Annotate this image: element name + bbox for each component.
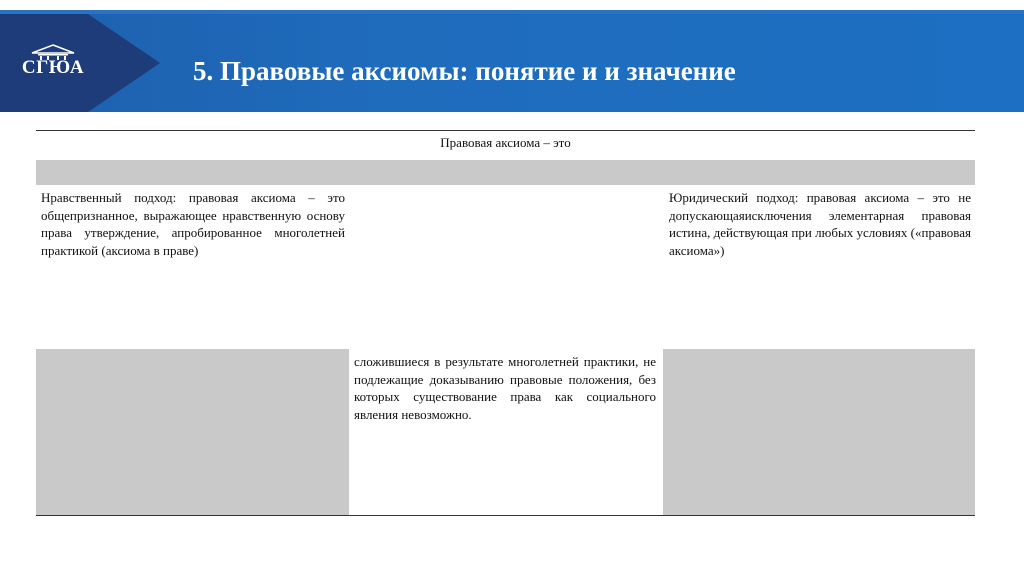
bottom-right-gray-cell xyxy=(663,349,975,515)
university-logo xyxy=(18,44,88,94)
slide-title: 5. Правовые аксиомы: понятие и и значение xyxy=(193,56,736,86)
bottom-left-gray-cell xyxy=(36,349,349,515)
table-header-band xyxy=(36,160,975,185)
moral-approach-cell: Нравственный подход: правовая аксиома – это общепризнанное, выражающее нравственную основу права утверждение, апробированное многолетней практикой (аксиома в праве) xyxy=(41,190,345,258)
table-heading: Правовая аксиома – это xyxy=(440,135,571,150)
definition-cell: сложившиеся в результате многолетней практики, не подлежащие доказыванию правовые положения, без которых существование права как социального явления невозможно. xyxy=(354,354,656,422)
logo-text: СГЮА xyxy=(21,57,85,78)
table-bottom-rule xyxy=(36,515,975,516)
legal-approach-cell: Юридический подход: правовая аксиома – это не допускающаяисключения элементарная правовая истина, действующая при любых условиях («правовая аксиома») xyxy=(669,190,971,258)
